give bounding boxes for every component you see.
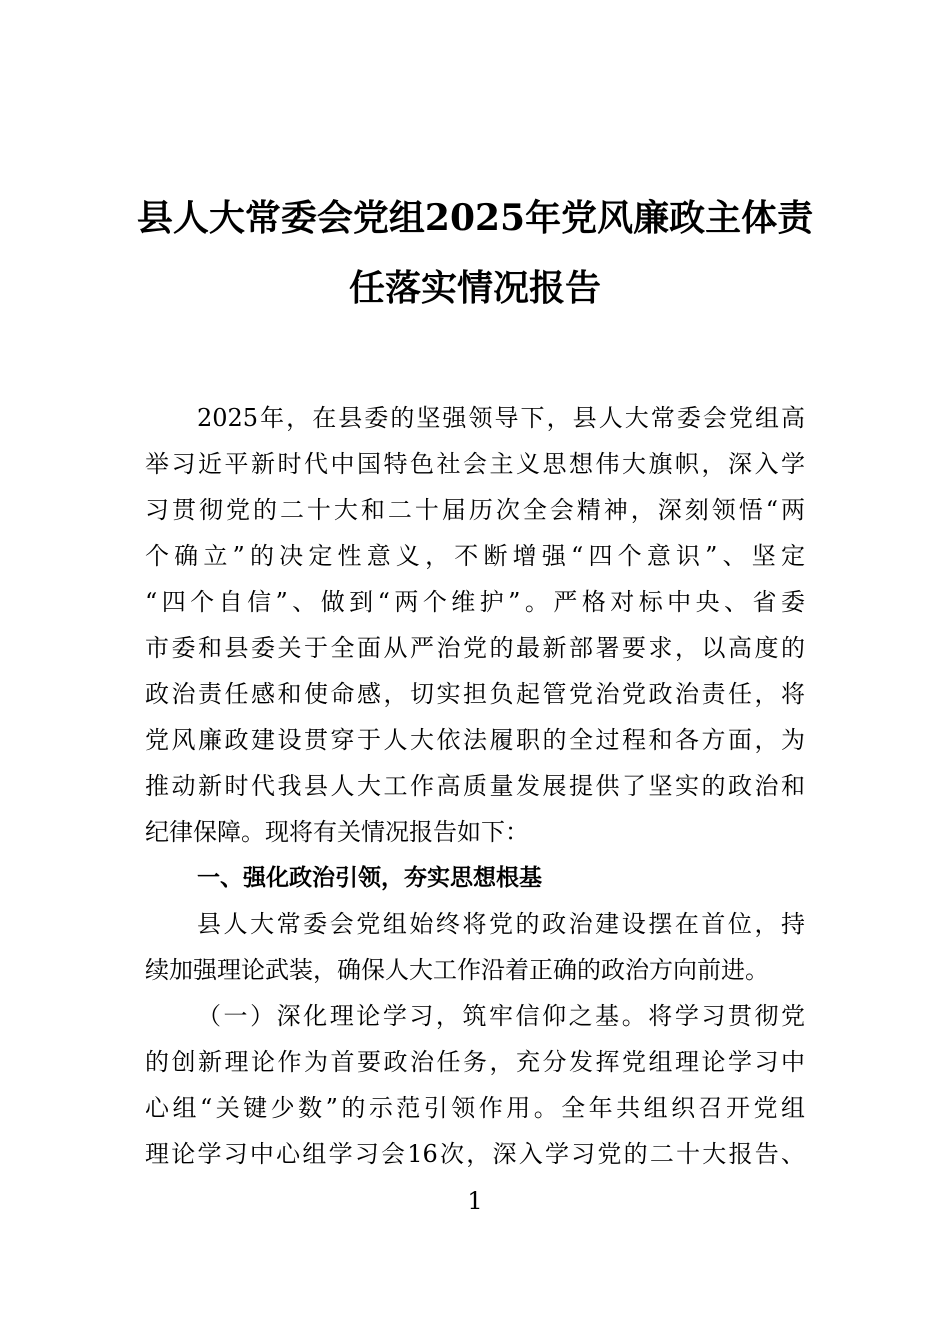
paragraph-3-line-2: 的创新理论作为首要政治任务，充分发挥党组理论学习中 [145,1048,805,1076]
document-title-line-1: 县人大常委会党组2025年党风廉政主体责 [136,197,814,239]
page-number: 1 [467,1187,483,1215]
document-body [145,395,805,1177]
paragraph-2-line-2: 续加强理论武装，确保人大工作沿着正确的政治方向前进。 [145,956,769,984]
paragraph-1-line-5: “四个自信”、做到“两个维护”。严格对标中央、省委 [145,588,805,616]
paragraph-1-line-10: 纪律保障。现将有关情况报告如下： [145,818,529,846]
paragraph-1-line-1: 2025年，在县委的坚强领导下，县人大常委会党组高 [197,404,805,432]
section-heading-1: 一、强化政治引领，夯实思想根基 [197,865,542,891]
paragraph-3-line-1: （一）深化理论学习，筑牢信仰之基。将学习贯彻党 [197,1002,805,1030]
paragraph-1-line-7: 政治责任感和使命感，切实担负起管党治党政治责任，将 [145,680,805,708]
paragraph-1-line-4: 个确立”的决定性意义，不断增强“四个意识”、坚定 [145,542,805,570]
paragraph-1-line-8: 党风廉政建设贯穿于人大依法履职的全过程和各方面，为 [145,726,805,754]
paragraph-2-line-1: 县人大常委会党组始终将党的政治建设摆在首位，持 [197,910,805,938]
paragraph-3-line-4: 理论学习中心组学习会16次，深入学习党的二十大报告、 [145,1140,805,1168]
paragraph-1-line-6: 市委和县委关于全面从严治党的最新部署要求，以高度的 [145,634,805,662]
paragraph-3-line-3: 心组“关键少数”的示范引领作用。全年共组织召开党组 [145,1094,805,1122]
paragraph-1-line-3: 习贯彻党的二十大和二十届历次全会精神，深刻领悟“两 [145,496,805,524]
paragraph-1-line-9: 推动新时代我县人大工作高质量发展提供了坚实的政治和 [145,772,805,800]
document-title-line-2: 任落实情况报告 [348,267,601,309]
paragraph-1-line-2: 举习近平新时代中国特色社会主义思想伟大旗帜，深入学 [145,450,805,478]
